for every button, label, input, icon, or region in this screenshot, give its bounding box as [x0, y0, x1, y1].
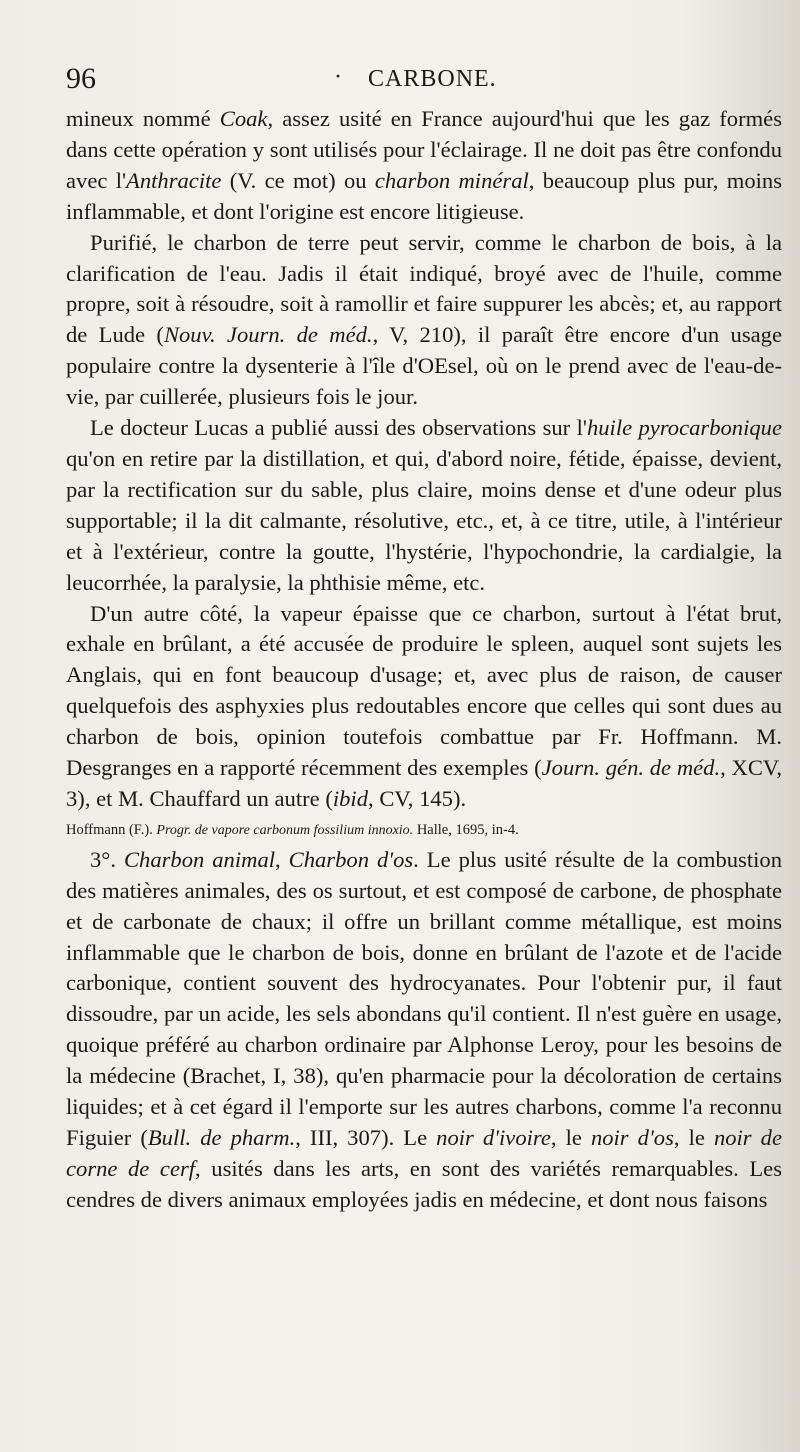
- paragraph-2: Purifié, le charbon de terre peut servir, comme le charbon de bois, à la clarification de l'eau. Jadis il était indiqué, broyé avec de l'huile, comme propre, soit à résoudre, soit à ramollir et faire suppurer les abcès; et, au rapport de Lude (Nouv. Journ. de méd., V, 210), il paraît être encore d'un usage populaire contre la dysenterie à l'île d'OEsel, où on le prend avec de l'eau-de-vie, par cuillerée, plusieurs fois le jour.: [66, 229, 782, 410]
- running-title: CARBONE.: [368, 66, 497, 92]
- page-body: [66, 104, 782, 1216]
- paragraph-1: mineux nommé Coak, assez usité en France aujourd'hui que les gaz formés dans cette opération y sont utilisés pour l'éclairage. Il ne doit pas être confondu avec l'Anthracite (V. ce mot) ou charbon minéral, beaucoup plus pur, moins inflammable, et dont l'origine est encore litigieuse.: [66, 106, 782, 224]
- header-dot: ·: [334, 64, 342, 90]
- paragraph-4: D'un autre côté, la vapeur épaisse que ce charbon, surtout à l'état brut, exhale en brûlant, a été accusée de produire le spleen, auquel sont sujets les Anglais, qui en font beaucoup d'usage; et, avec plus de raison, de causer quelquefois des asphyxies plus redoutables encore que celles qui sont dues au charbon de bois, opinion toutefois combattue par Fr. Hoffmann. M. Desgranges en a rapporté récemment des exemples (Journ. gén. de méd., XCV, 3), et M. Chauffard un autre (ibid, CV, 145).: [66, 600, 782, 811]
- paragraph-3: Le docteur Lucas a publié aussi des observations sur l'huile pyrocarbonique qu'on en retire par la distillation, et qui, d'abord noire, fétide, épaisse, devient, par la rectification sur du sable, plus claire, moins dense et d'une odeur plus supportable; il la dit calmante, résolutive, etc., et, à ce titre, utile, à l'intérieur et à l'extérieur, contre la goutte, l'hystérie, l'hypochondrie, la cardialgie, la leucorrhée, la paralysie, la phthisie même, etc.: [66, 415, 782, 595]
- page-header: [66, 62, 766, 102]
- page-number: 96: [66, 62, 96, 95]
- paragraph-5: 3°. Charbon animal, Charbon d'os. Le plus usité résulte de la combustion des matières animales, des os surtout, et est composé de carbone, de phosphate et de carbonate de chaux; il offre un brillant comme métallique, est moins inflammable que le charbon de bois, donne en brûlant de l'azote et de l'acide carbonique, contient souvent des hydrocyanates. Pour l'obtenir pur, il faut dissoudre, par un acide, les sels abondans qu'il contient. Il n'est guère en usage, quoique préféré au charbon ordinaire par Alphonse Leroy, pour les besoins de la médecine (Brachet, I, 38), qu'en pharmacie pour la décoloration de certains liquides; et à cet égard il l'emporte sur les autres charbons, comme l'a reconnu Figuier (Bull. de pharm., III, 307). Le noir d'ivoire, le noir d'os, le noir de corne de cerf, usités dans les arts, en sont des variétés remarquables. Les cendres de divers animaux employées jadis en médecine, et dont nous faisons: [66, 846, 782, 1212]
- bibliographic-note: Hoffmann (F.). Progr. de vapore carbonum fossilium innoxio. Halle, 1695, in-4.: [66, 821, 519, 838]
